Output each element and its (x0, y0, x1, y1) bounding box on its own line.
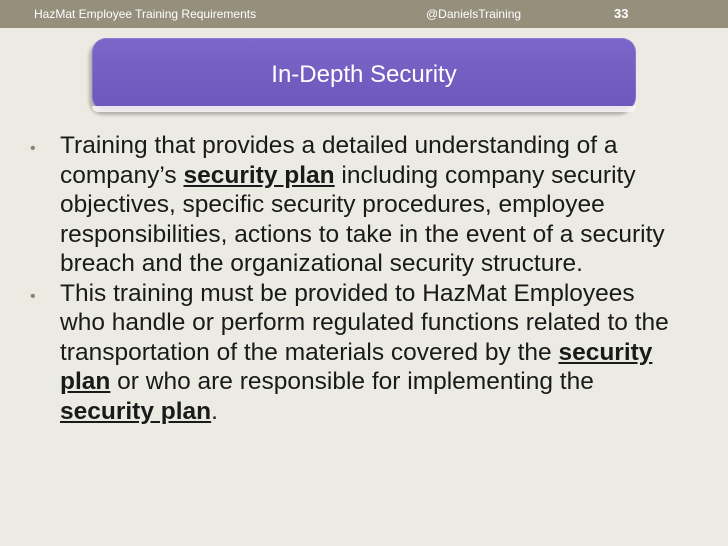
slide-header-bar (0, 0, 728, 28)
slide-title-box (92, 38, 636, 111)
bullet-1-text-a: Training that provides a detailed understanding of a company’s (60, 132, 618, 189)
slide-content (26, 131, 686, 426)
bullet-item-2 (26, 279, 686, 427)
slide-title: In-Depth Security (271, 61, 457, 88)
bullet-2-security-plan-1: security plan (60, 338, 653, 395)
bullet-1-security-plan: security plan (183, 161, 335, 189)
header-course-title: HazMat Employee Training Requirements (34, 7, 257, 21)
bullet-dot-icon: • (30, 287, 36, 305)
slide-number: 33 (614, 6, 629, 21)
bullet-2-text-a: This training must be provided to HazMat Employees who handle or perform regulated functions related to the transportation of the materials covered by the (60, 279, 669, 366)
bullet-2-text-b: or who are responsible for implementing the (110, 368, 594, 395)
header-twitter-handle: @DanielsTraining (426, 7, 522, 21)
bullet-1-text-b: including company security objectives, specific security procedures, employee responsibilities, actions to take in the event of a security breach and the organizational security structure. (60, 161, 665, 277)
bullet-2-text-c: . (211, 397, 218, 425)
bullet-dot-icon: • (30, 140, 36, 157)
bullet-2-security-plan-2: security plan (60, 397, 212, 425)
bullet-item-1 (26, 131, 686, 279)
